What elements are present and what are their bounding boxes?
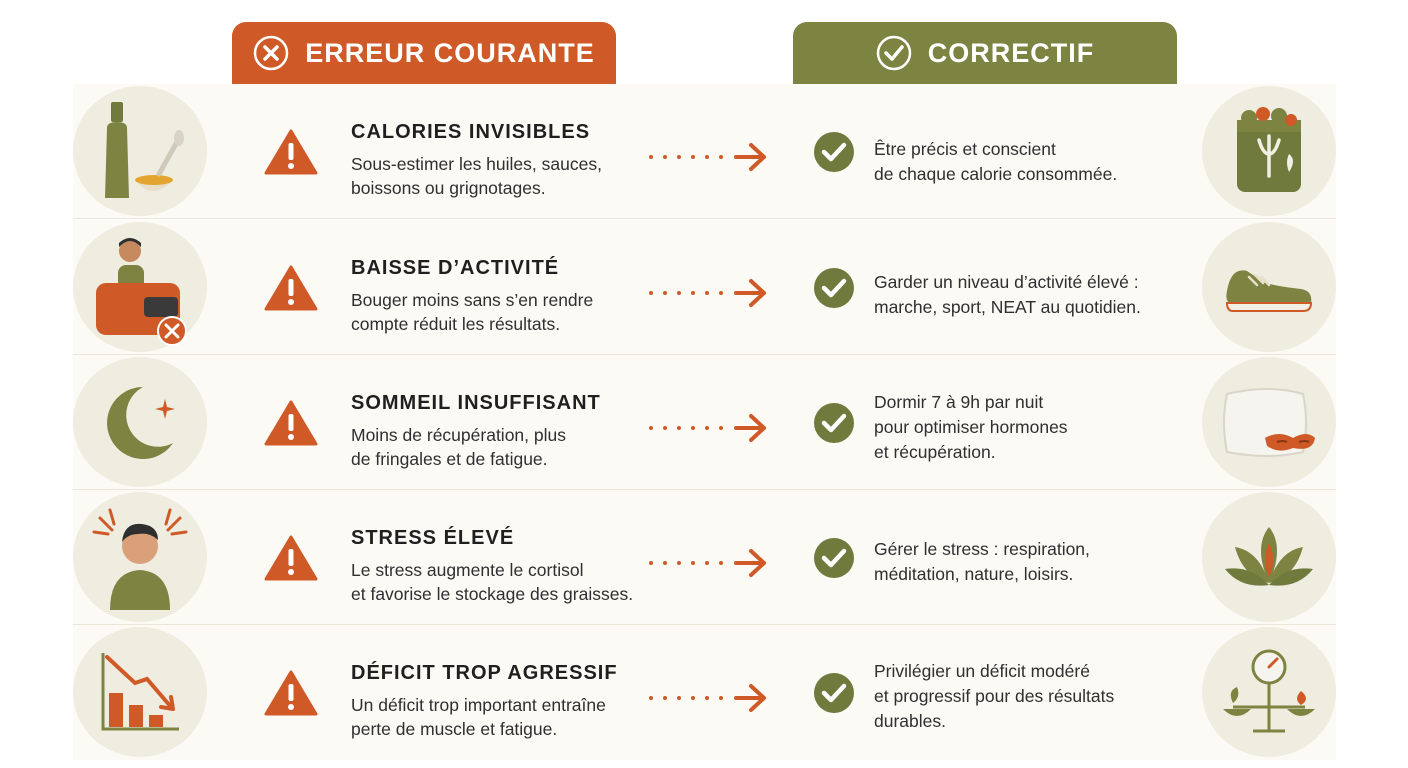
- row-description: Moins de récupération, plus de fringales et de fatigue.: [351, 425, 566, 469]
- row-description: Le stress augmente le cortisol et favorise le stockage des graisses.: [351, 560, 634, 604]
- check-badge-icon: [814, 268, 854, 313]
- row-calories-invisibles: [73, 84, 1336, 219]
- sneaker-icon: [1221, 257, 1317, 317]
- row-baisse-activite: [73, 220, 1336, 355]
- row-right-illustration: [1202, 357, 1336, 487]
- row-right-illustration: [1202, 627, 1336, 757]
- row-left-illustration: [73, 627, 207, 757]
- header-fix-label: CORRECTIF: [927, 37, 1095, 68]
- row-title: STRESS ÉLEVÉ: [351, 527, 515, 549]
- row-left-illustration: [73, 86, 207, 216]
- row-fix-text: Gérer le stress : respiration, méditation, nature, loisirs.: [874, 539, 1090, 584]
- dotted-arrow-icon: [648, 546, 768, 585]
- row-stress-eleve: [73, 490, 1336, 625]
- warning-triangle-icon: [264, 534, 318, 587]
- moon-star-icon: [95, 377, 185, 467]
- balance-scale-icon: [1219, 647, 1319, 737]
- check-badge-icon: [814, 403, 854, 448]
- oil-bottle-sauce-icon: [95, 96, 185, 206]
- row-title: BAISSE D’ACTIVITÉ: [351, 257, 560, 279]
- pillow-sleep-mask-icon: [1221, 382, 1317, 462]
- check-badge-icon: [814, 538, 854, 583]
- header-correctif: [793, 22, 1177, 84]
- person-on-sofa-icon: [90, 227, 190, 347]
- row-right-illustration: [1202, 86, 1336, 216]
- header-error-label: ERREUR COURANTE: [305, 37, 595, 68]
- stressed-person-icon: [90, 502, 190, 612]
- warning-triangle-icon: [264, 128, 318, 181]
- x-circle-icon: [253, 35, 289, 71]
- row-fix-text: Dormir 7 à 9h par nuit pour optimiser hormones et récupération.: [874, 392, 1068, 462]
- row-fix-text: Être précis et conscient de chaque calorie consommée.: [874, 139, 1118, 184]
- row-sommeil-insuffisant: [73, 355, 1336, 490]
- row-fix-text: Garder un niveau d’activité élevé : marche, sport, NEAT au quotidien.: [874, 272, 1141, 317]
- row-fix-text: Privilégier un déficit modéré et progressif pour des résultats durables.: [874, 661, 1115, 731]
- row-left-illustration: [73, 492, 207, 622]
- dotted-arrow-icon: [648, 411, 768, 450]
- row-right-illustration: [1202, 222, 1336, 352]
- warning-triangle-icon: [264, 399, 318, 452]
- row-title: DÉFICIT TROP AGRESSIF: [351, 662, 618, 684]
- row-title: SOMMEIL INSUFFISANT: [351, 392, 601, 414]
- lotus-icon: [1221, 517, 1317, 597]
- row-description: Un déficit trop important entraîne perte de muscle et fatigue.: [351, 695, 606, 739]
- header-erreur-courante: [232, 22, 616, 84]
- row-left-illustration: [73, 222, 207, 352]
- food-journal-icon: [1229, 106, 1309, 196]
- row-title: CALORIES INVISIBLES: [351, 121, 591, 143]
- dotted-arrow-icon: [648, 140, 768, 179]
- warning-triangle-icon: [264, 264, 318, 317]
- row-description: Sous-estimer les huiles, sauces, boissons ou grignotages.: [351, 154, 602, 198]
- row-deficit-trop-agressif: [73, 625, 1336, 760]
- check-circle-icon: [876, 35, 912, 71]
- row-left-illustration: [73, 357, 207, 487]
- dotted-arrow-icon: [648, 276, 768, 315]
- declining-bar-chart-icon: [95, 647, 185, 737]
- dotted-arrow-icon: [648, 681, 768, 720]
- check-badge-icon: [814, 673, 854, 718]
- row-description: Bouger moins sans s’en rendre compte réduit les résultats.: [351, 290, 594, 334]
- row-right-illustration: [1202, 492, 1336, 622]
- check-badge-icon: [814, 132, 854, 177]
- warning-triangle-icon: [264, 669, 318, 722]
